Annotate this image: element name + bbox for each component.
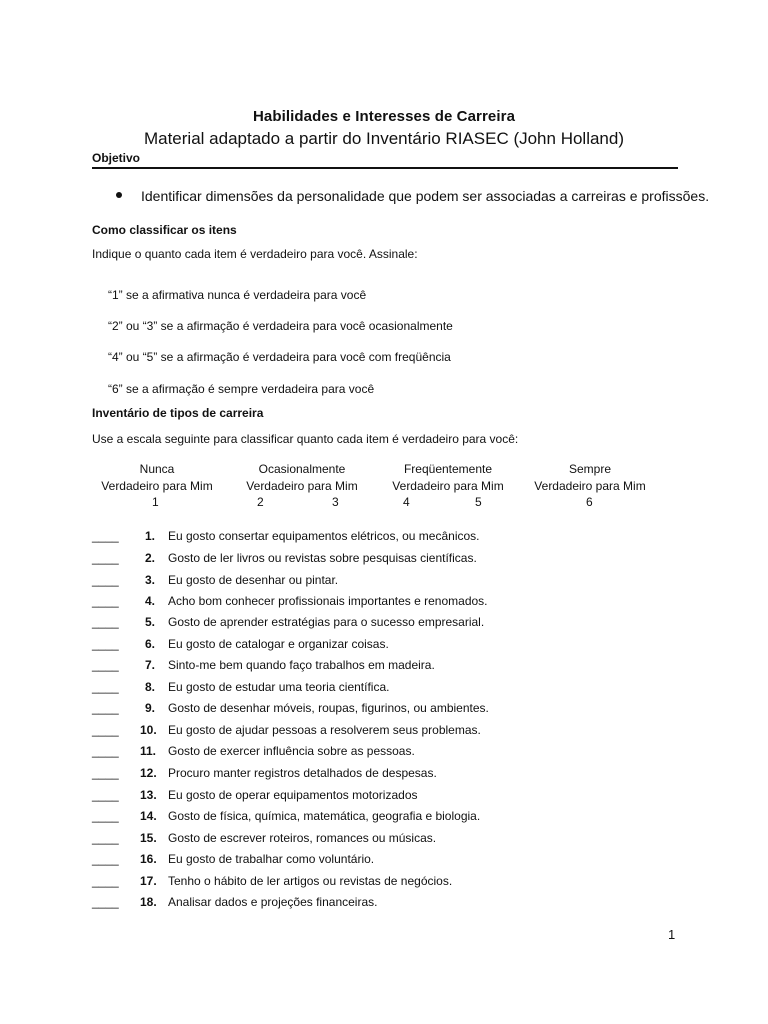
item-number: 17. [140, 874, 157, 888]
scale-sempre [515, 461, 665, 495]
scale-num: 1 [152, 495, 159, 509]
item-row [92, 573, 692, 594]
item-text: Eu gosto de desenhar ou pintar. [168, 573, 339, 587]
scale-sub: Verdadeiro para Mim [246, 479, 358, 493]
answer-blank[interactable]: ____ [92, 615, 119, 629]
item-number: 12. [140, 766, 157, 780]
item-row [92, 809, 692, 830]
item-number: 5. [144, 615, 155, 629]
item-number: 4. [144, 594, 155, 608]
scale-num: 5 [475, 495, 482, 509]
scale-label: Freqüentemente [403, 462, 493, 476]
item-row [92, 701, 692, 722]
item-text: Eu gosto de ajudar pessoas a resolverem seus problemas. [168, 723, 481, 737]
scale-nunca [82, 461, 232, 495]
item-number: 10. [140, 723, 157, 737]
item-row [92, 788, 692, 809]
scale-sub: Verdadeiro para Mim [392, 479, 504, 493]
item-number: 3. [144, 573, 155, 587]
answer-blank[interactable]: ____ [92, 637, 119, 651]
objetivo-bullet: Identificar dimensões da personalidade que podem ser associadas a carreiras e profissões. [141, 188, 710, 204]
item-number: 7. [144, 658, 155, 672]
item-row [92, 551, 692, 572]
item-row [92, 658, 692, 679]
scale-sub: Verdadeiro para Mim [534, 479, 646, 493]
item-row [92, 529, 692, 550]
item-text: Analisar dados e projeções financeiras. [168, 895, 378, 909]
item-number: 2. [144, 551, 155, 565]
answer-blank[interactable]: ____ [92, 680, 119, 694]
item-row [92, 594, 692, 615]
answer-blank[interactable]: ____ [92, 766, 119, 780]
answer-blank[interactable]: ____ [92, 809, 119, 823]
item-row [92, 744, 692, 765]
item-row [92, 895, 692, 916]
scale-label: Sempre [568, 462, 612, 476]
item-text: Eu gosto de trabalhar como voluntário. [168, 852, 375, 866]
item-text: Acho bom conhecer profissionais importantes e renomados. [168, 594, 488, 608]
classificar-intro: Indique o quanto cada item é verdadeiro para você. Assinale: [92, 247, 418, 261]
item-text: Gosto de física, química, matemática, geografia e biologia. [168, 809, 481, 823]
item-number: 18. [140, 895, 157, 909]
item-number: 15. [140, 831, 157, 845]
item-text: Gosto de escrever roteiros, romances ou músicas. [168, 831, 437, 845]
option-6: “6” se a afirmação é sempre verdadeira para você [108, 382, 375, 396]
item-text: Gosto de exercer influência sobre as pessoas. [168, 744, 415, 758]
item-text: Eu gosto de estudar uma teoria científica. [168, 680, 390, 694]
item-number: 1. [144, 529, 155, 543]
item-number: 13. [140, 788, 157, 802]
answer-blank[interactable]: ____ [92, 895, 119, 909]
scale-num: 2 [257, 495, 264, 509]
scale-num: 6 [586, 495, 593, 509]
item-row [92, 615, 692, 636]
answer-blank[interactable]: ____ [92, 831, 119, 845]
option-4-5: “4” ou “5” se a afirmação é verdadeira para você com freqüência [108, 350, 451, 364]
scale-sub: Verdadeiro para Mim [101, 479, 213, 493]
bullet-icon [116, 192, 122, 198]
scale-frequentemente [373, 461, 523, 495]
page-subtitle: Material adaptado a partir do Inventário RIASEC (John Holland) [143, 129, 625, 148]
inventario-intro: Use a escala seguinte para classificar quanto cada item é verdadeiro para você: [92, 432, 519, 446]
answer-blank[interactable]: ____ [92, 658, 119, 672]
item-row [92, 637, 692, 658]
item-text: Tenho o hábito de ler artigos ou revistas de negócios. [168, 874, 453, 888]
item-text: Eu gosto consertar equipamentos elétricos, ou mecânicos. [168, 529, 480, 543]
objetivo-heading: Objetivo [92, 151, 141, 165]
answer-blank[interactable]: ____ [92, 594, 119, 608]
scale-label: Nunca [139, 462, 175, 476]
item-number: 9. [144, 701, 155, 715]
item-number: 14. [140, 809, 157, 823]
item-text: Eu gosto de operar equipamentos motorizados [168, 788, 418, 802]
page-number: 1 [668, 927, 676, 942]
answer-blank[interactable]: ____ [92, 874, 119, 888]
option-1: “1” se a afirmativa nunca é verdadeira para você [108, 288, 367, 302]
item-number: 8. [144, 680, 155, 694]
answer-blank[interactable]: ____ [92, 723, 119, 737]
inventario-heading: Inventário de tipos de carreira [92, 406, 264, 420]
scale-ocasionalmente [227, 461, 377, 495]
item-number: 11. [140, 744, 157, 758]
answer-blank[interactable]: ____ [92, 744, 119, 758]
item-row [92, 680, 692, 701]
classificar-heading: Como classificar os itens [92, 223, 237, 237]
answer-blank[interactable]: ____ [92, 701, 119, 715]
item-text: Gosto de desenhar móveis, roupas, figurinos, ou ambientes. [168, 701, 489, 715]
option-2-3: “2” ou “3” se a afirmação é verdadeira para você ocasionalmente [108, 319, 453, 333]
item-text: Gosto de ler livros ou revistas sobre pesquisas científicas. [168, 551, 477, 565]
item-row [92, 874, 692, 895]
item-row [92, 766, 692, 787]
item-number: 16. [140, 852, 157, 866]
answer-blank[interactable]: ____ [92, 788, 119, 802]
page-title: Habilidades e Interesses de Carreira [252, 108, 516, 125]
scale-label: Ocasionalmente [258, 462, 346, 476]
item-row [92, 723, 692, 744]
answer-blank[interactable]: ____ [92, 852, 119, 866]
item-row [92, 852, 692, 873]
answer-blank[interactable]: ____ [92, 573, 119, 587]
item-text: Gosto de aprender estratégias para o sucesso empresarial. [168, 615, 485, 629]
item-text: Eu gosto de catalogar e organizar coisas. [168, 637, 389, 651]
item-text: Sinto-me bem quando faço trabalhos em madeira. [168, 658, 435, 672]
item-row [92, 831, 692, 852]
item-text: Procuro manter registros detalhados de despesas. [168, 766, 437, 780]
answer-blank[interactable]: ____ [92, 551, 119, 565]
scale-num: 4 [403, 495, 410, 509]
item-number: 6. [144, 637, 155, 651]
answer-blank[interactable]: ____ [92, 529, 119, 543]
section-divider [92, 167, 678, 169]
scale-num: 3 [332, 495, 339, 509]
